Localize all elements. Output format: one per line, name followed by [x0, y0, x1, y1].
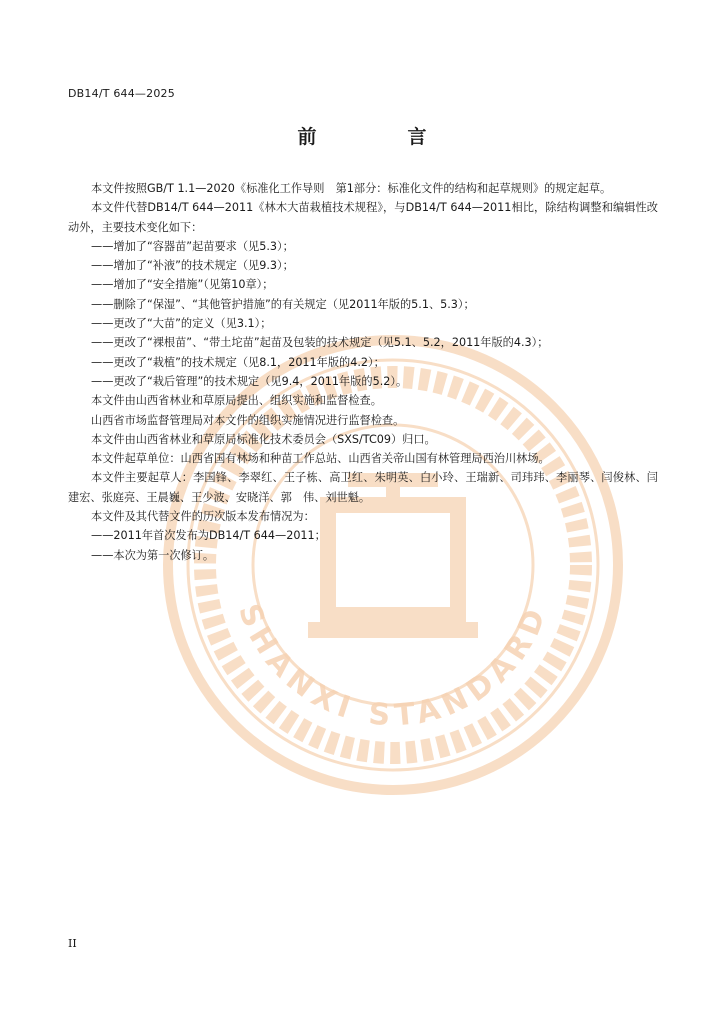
change-list-item: ——更改了“栽后管理”的技术规定（见9.4，2011年版的5.2）。 — [91, 374, 408, 388]
document-code: DB14/T 644—2025 — [68, 87, 175, 100]
body-paragraph: 本文件起草单位：山西省国有林场和种苗工作总站、山西省关帝山国有林管理局西治川林场。 — [91, 452, 550, 466]
change-list-item: ——删除了“保湿”、“其他管护措施”的有关规定（见2011年版的5.1、5.3）； — [91, 297, 475, 311]
svg-text:SHANXI STANDARD — [231, 599, 555, 733]
change-list-item: ——更改了“裸根苗”、“带土坨苗”起苗及包装的技术规定（见5.1、5.2，2011年版的4.3）； — [91, 336, 549, 350]
body-paragraph: 山西省市场监督管理局对本文件的组织实施情况进行监督检查。 — [91, 413, 405, 427]
change-list-item: ——本次为第一次修订。 — [91, 548, 215, 562]
change-list-item: ——增加了“补液”的技术规定（见9.3）； — [91, 259, 294, 273]
body-paragraph: 本文件由山西省林业和草原局标准化技术委员会（SXS/TC09）归口。 — [91, 432, 436, 446]
watermark-text: SHANXI STANDARD — [231, 599, 556, 734]
body-paragraph: 本文件及其代替文件的历次版本发布情况为： — [91, 510, 315, 524]
change-list-item: ——增加了“安全措施”（见第10章）； — [91, 278, 274, 292]
body-paragraph: 本文件主要起草人：李国锋、李翠红、王子栋、高卫红、朱明英、白小玲、王瑞新、司玮玮、李丽琴、闫俊林、闫建宏、张庭亮、王晨巍、王少波、安晓洋、郭 伟、刘世魁。 — [68, 471, 658, 504]
body-paragraph: 本文件按照GB/T 1.1—2020《标准化工作导则 第1部分：标准化文件的结构和起草规则》的规定起草。 — [91, 182, 612, 195]
change-list-item: ——更改了“大苗”的定义（见3.1）； — [91, 317, 272, 331]
preface-body — [68, 179, 658, 565]
body-paragraph: 本文件代替DB14/T 644—2011《林木大苗栽植技术规程》，与DB14/T 644—2011相比，除结构调整和编辑性改动外，主要技术变化如下： — [68, 201, 658, 234]
change-list-item: ——2011年首次发布为DB14/T 644—2011； — [91, 529, 326, 543]
change-list-item: ——更改了“栽植”的技术规定（见8.1，2011年版的4.2）； — [91, 355, 385, 369]
page-title: 前 言 — [297, 126, 463, 148]
page-number: II — [68, 937, 77, 950]
body-paragraph: 本文件由山西省林业和草原局提出、组织实施和监督检查。 — [91, 394, 382, 408]
change-list-item: ——增加了“容器苗”起苗要求（见5.3）； — [91, 239, 294, 253]
